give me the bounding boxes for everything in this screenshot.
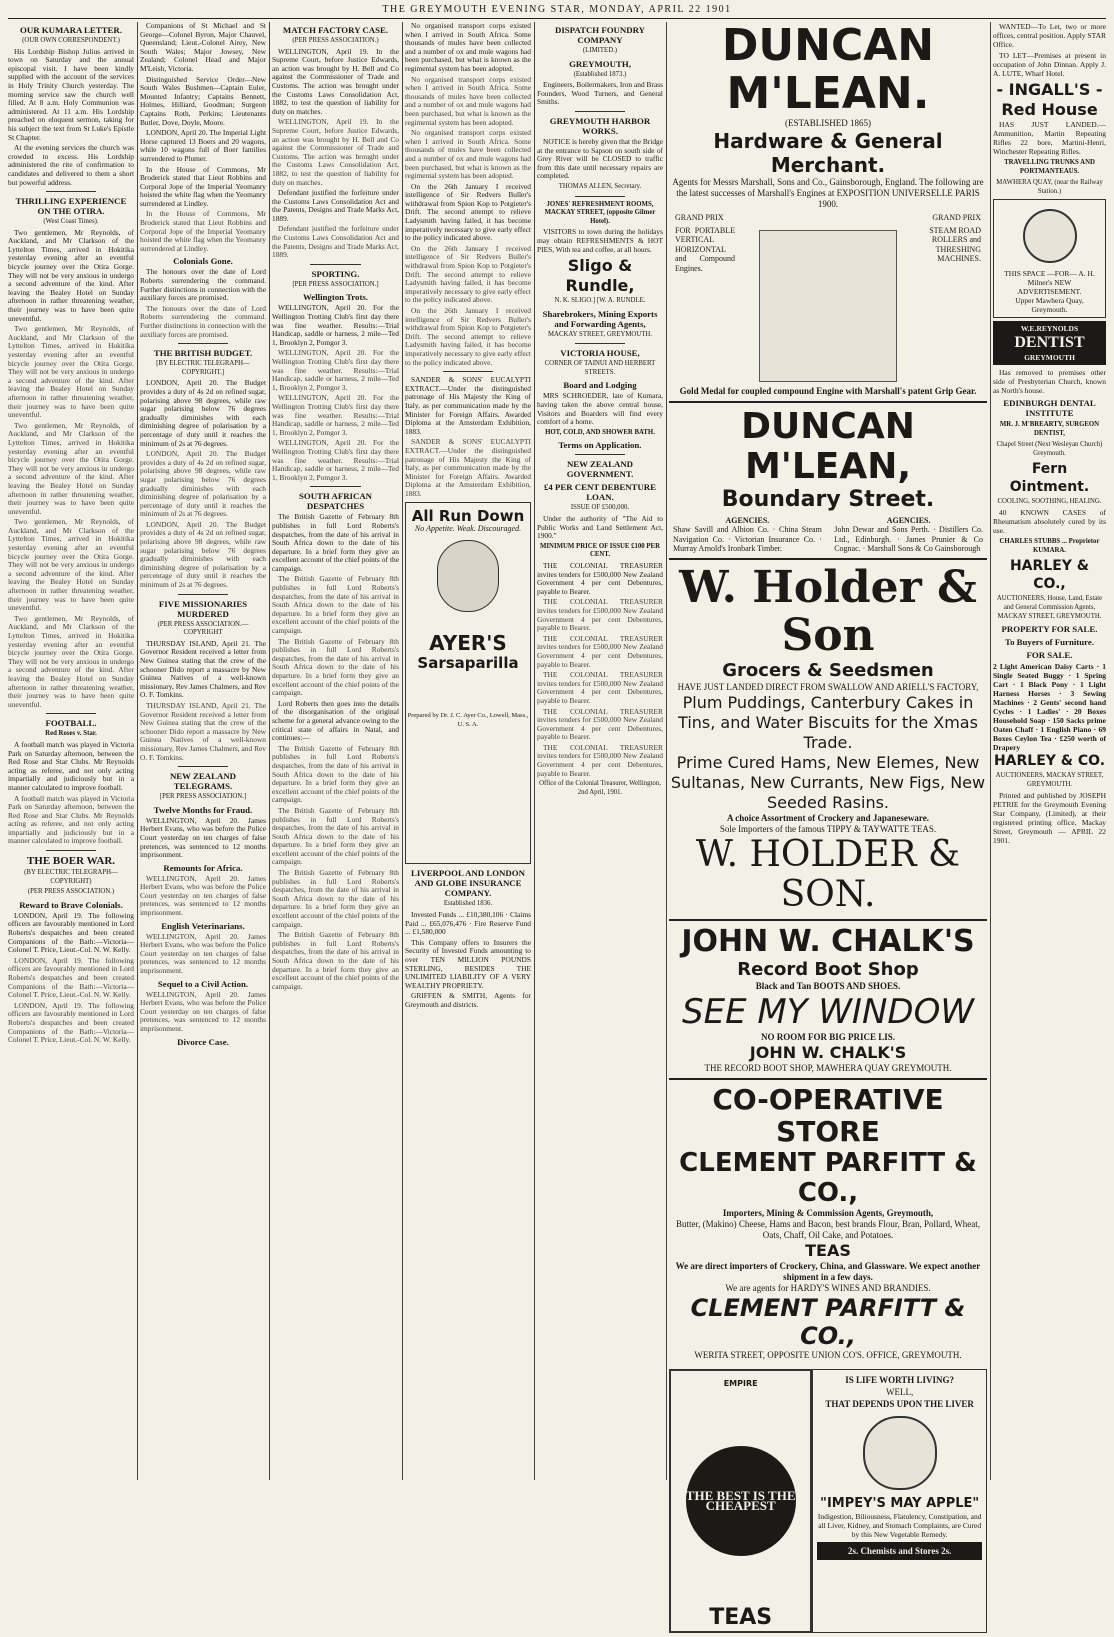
subhead: Sequel to a Civil Action.	[157, 978, 249, 989]
advert-text: Engineers, Boilermakers, Iron and Brass Founders, Wood Turners, and General Smiths.	[537, 80, 663, 107]
advert-text: AUCTIONEERS, House, Land, Estate and General Commission Agents, MACKAY STREET, GREYMOUTH.	[996, 595, 1103, 620]
agencies-right	[834, 516, 983, 554]
advert-text: WANTED—To Let, two or more offices, central position. Apply STAR Office.	[993, 22, 1106, 49]
headline: GREYMOUTH HARBOR WORKS.	[549, 115, 651, 136]
subhead: Divorce Case.	[177, 1036, 229, 1047]
headline: FOOTBALL.	[45, 718, 97, 729]
advert-text: THIS SPACE —FOR— A. H. Milner's NEW ADVERTISEMENT.	[1004, 269, 1095, 296]
advert-agent: GRIFFEN & SMITH, Agents for Greymouth and districts.	[405, 991, 531, 1009]
subhead: FOR SALE.	[1026, 650, 1073, 660]
article-text: The honours over the date of Lord Roberts surrendering the command. Further distinctions in connection with the auxiliary forces are promised.	[140, 303, 266, 339]
byline: Established 1836.	[443, 900, 493, 908]
advert-text: A choice Assortment of Crockery and Japaneseware.	[727, 812, 929, 823]
article-text: The British Gazette of February 8th publishes in full Lord Roberts's despatches, from the date of his arrival in South Africa down to the date of his departure. In a brief form they give an excellent account of the chief points of the campaign.	[272, 574, 399, 636]
article-text: WELLINGTON, April 20. James Herbert Evans, who was before the Police Court yesterday on ten charges of false pretences, was sentenced to 12 months imprisonment.	[140, 989, 266, 1033]
headline: THE BRITISH BUDGET.	[153, 348, 253, 359]
advert-address: MACKAY STREET, GREYMOUTH.	[548, 330, 652, 338]
column-4	[405, 22, 531, 1480]
advert-title: HARLEY & CO.,	[1009, 558, 1090, 592]
advert-title: Hardware & General Merchant.	[713, 129, 943, 177]
subhead: Reward to Brave Colonials.	[19, 899, 123, 910]
advert-title: IS LIFE WORTH LIVING?	[845, 1374, 955, 1385]
advert-text: THAT DEPENDS UPON THE LIVER	[825, 1398, 974, 1409]
article-text: WELLINGTON, April 20. James Herbert Evans, who was before the Police Court yesterday on ten charges of false pretences, was sentenced to 12 months imprisonment.	[140, 815, 266, 860]
subhead: Colonials Gone.	[173, 256, 233, 267]
byline: [PER PRESS ASSOCIATION.]	[159, 793, 247, 801]
empire-teas-advert	[669, 1369, 812, 1633]
article-text: LONDON, April 20. The Budget provides a duty of 4s 2d on refined sugar, polarising above 98 degrees, while raw sugar polarising below 76 degrees gradually diminishes with each diminishing degree of polarisation by a percentage of duty until it reaches the minimum of 2s at 76 degrees.	[140, 519, 266, 590]
article-text: At the evening services the church was crowded to excess. His Lordship administered the rite of confirmation to candidates and delivered to them a short but powerful address.	[8, 143, 134, 187]
article-text: LONDON, April 20. The Budget provides a duty of 4s 2d on refined sugar, polarising above 98 degrees, while raw sugar polarising below 76 degrees gradually diminishes with each diminishing degree of polarisation by a percentage of duty until it reaches the minimum of 2s at 76 degrees.	[140, 449, 266, 519]
article-text: Lord Roberts then goes into the details of the disorganisation of the original scheme for a general advance owing to the critical state of affairs in Natal, and continues:—	[272, 698, 399, 743]
advert-text: Sharebrokers, Mining Exports and Forwarding Agents,	[542, 308, 658, 329]
award-row	[675, 213, 981, 223]
article-text: Defendant justified the forfeiture under the Customs Laws Consolidation Act and the Patents, Designs and Trade Marks Act, 1889.	[272, 224, 399, 260]
impeys-may-apple-advert	[812, 1369, 987, 1633]
advert-subtitle: N. K. SLIGO.] [W. A. RUNDLE.	[554, 297, 646, 305]
advert-address: THE RECORD BOOT SHOP, MAWHERA QUAY GREYMOUTH.	[704, 1062, 952, 1073]
subhead: ISSUE OF £500,000.	[570, 504, 630, 512]
article-text: The British Gazette of February 8th publishes in full Lord Roberts's despatches, from the date of his arrival in South Africa down to the date of his departure. In a brief form they give an excellent account of the chief points of the campaign.	[272, 868, 399, 929]
steam-engine-illustration	[759, 230, 897, 382]
advert-address: CORNER OF TAINUI AND HERBERT STREETS.	[544, 360, 656, 376]
divider	[669, 401, 987, 403]
masthead: THE GREYMOUTH EVENING STAR, MONDAY, APRIL 22 1901	[382, 4, 732, 15]
article-text: No organised transport corps existed when I arrived in South Africa. Some thousands of mules have been collected and a number of ox and mule wagons had been purchased, but what is known as the regimental system has been adopted.	[405, 128, 531, 181]
article-text: WELLINGTON, April 20. For the Wellington Trotting Club's first day there was fine weather. Results:—Trial Handicap, saddle or harness, 2 mile—Ted 1, Brooklyn 2, Pomgor 3.	[272, 348, 399, 392]
signature: THOMAS ALLEN, Secretary.	[558, 182, 642, 190]
column-rule	[402, 22, 403, 1480]
ayers-sarsaparilla-advert	[405, 502, 531, 864]
headline: LIVERPOOL AND LONDON AND GLOBE INSURANCE COMPANY.	[411, 868, 525, 899]
award-label: GRAND PRIX	[675, 213, 724, 222]
agencies-left	[673, 516, 822, 554]
article-text: Defendant justified the forfeiture under the Customs Laws Consolidation Act and the Patents, Designs and Trade Marks Act, 1889.	[272, 188, 399, 223]
article-text: Two gentlemen, Mr Reynolds, of Auckland, and Mr Clarkson of the Lyttelton Times, arrived in Hokitika yesterday evening after an eventful bicycle journey over the Otira Gorge. They will not be very anxious in undergo a second adventure of the kind. After leaving the Bealey Hotel on Sunday afternoon in rather threatening weather, their journey was to have been quite uneventful.	[8, 324, 134, 420]
advert-title: DUNCAN M'LEAN,	[741, 405, 915, 487]
divider	[46, 850, 96, 851]
subhead: To Buyers of Furniture.	[1005, 637, 1094, 647]
advert-text: VISITORS to town during the holidays may obtain REFRESHMENTS & HOT PIES, With tea and coffee, at all hours.	[537, 227, 663, 254]
article-text: On the 26th January I received intelligence of Sir Redvers Buller's withdrawal from Spion Kop to Potgieter's Drift. The second attempt to relieve Ladysmith having failed, it has become imperatively necessary to give early effect to the policy indicated above.	[405, 306, 531, 367]
article-text: The British Gazette of February 8th publishes in full Lord Roberts's despatches, from the date of his arrival in South Africa down to the date of his departure. In a brief form they give an excellent account of the chief points of the campaign.	[272, 512, 399, 573]
advert-title: DENTIST	[1014, 334, 1085, 351]
article-text: Two gentlemen, Mr Reynolds, of Auckland, and Mr Clarkson of the Lyttelton Times, arrived in Hokitika yesterday evening after an eventful bicycle journey over the Otira Gorge. They will not be very anxious in undergo a second adventure of the kind. After leaving the Bealey Hotel on Sunday afternoon in rather threatening weather, their journey was to have been quite uneventful.	[8, 420, 134, 516]
imprint: Printed and published by JOSEPH PETRIE for the Greymouth Evening Star Company, (Limited), at their registered printing office, Mackay Street, Greymouth — APRIL 22 1901.	[993, 791, 1106, 845]
article-text: THURSDAY ISLAND, April 21. The Governor Resident received a letter from New Guinea stating that the crew of the schooner Dido report a massacre by New Guinea Natives of a well-known missionary, Rev James Chalmers, and Rev O. F. Tomkins.	[140, 638, 266, 700]
advert-title: "IMPEY'S MAY APPLE"	[820, 1495, 980, 1511]
article-text: The British Gazette of February 8th publishes in full Lord Roberts's despatches, from the date of his arrival in South Africa down to the date of his departure. In a brief form they give an excellent account of the chief points of the campaign.	[272, 805, 399, 867]
article-text: A football match was played in Victoria Park on Saturday afternoon, between the Red Rose and Star Clubs. Mr Reynolds acting as referee, and not only acting impartially and judiciously but in a manner calculated to improve football.	[8, 793, 134, 846]
advert-text: Has removed to premises other side of Presbyterian Church, known as North's house.	[993, 368, 1106, 395]
advert-title: CO-OPERATIVE STORE	[712, 1082, 944, 1148]
headline: NEW ZEALAND GOVERNMENT.	[566, 459, 634, 480]
article-text: LONDON, April 19. The following officers are favourably mentioned in Lord Roberts's despatches and been created Companions of the Bath:—Victoria—Colonel T. Price, Lieut.-Col. N. W. Kelly.	[8, 1000, 134, 1045]
article-text: Two gentlemen, Mr Reynolds, of Auckland, and Mr Clarkson of the Lyttelton Times, arrived in Hokitika yesterday evening after an eventful bicycle journey over the Otira Gorge. They will not be very anxious in undergo a second adventure of the kind. After leaving the Bealey Hotel on Sunday afternoon in rather threatening weather, their journey was to have been quite uneventful.	[8, 517, 134, 613]
headline: DISPATCH FOUNDRY COMPANY	[554, 25, 646, 45]
advert-title: TEAS	[709, 1605, 773, 1630]
advert-title: DUNCAN M'LEAN.	[721, 20, 935, 119]
advert-text: We are agents for HARDY'S WINES AND BRANDIES.	[725, 1282, 931, 1293]
divider	[669, 919, 987, 921]
advert-text: Black and Tan BOOTS AND SHOES.	[755, 980, 901, 991]
article-text: WELLINGTON, April 19. In the Supreme Court, before Justice Edwards, an action was brought by H. Bell and Co against the Commissioner of Trade and Customs. The action was brought under the Customs Laws Consolidation Act, 1882, to test the question of liability for duty on matches.	[272, 117, 399, 187]
advert-title: - INGALL'S -	[996, 80, 1103, 99]
divider	[310, 264, 361, 265]
advert-title: All Run Down	[411, 507, 525, 526]
column-7	[993, 22, 1106, 1480]
article-text: Distinguished Service Order—New South Wales Bushmen—Captain Euler, Mounted Infantry; Captains Bennett, Holmes, Hilliard, Goodman; Surgeon Captains Roth, Perkins; Lieutenants Butler, Dove, Doyle, Moore.	[140, 74, 266, 127]
advert-subtitle: Record Boot Shop	[737, 958, 919, 980]
agencies	[673, 516, 983, 554]
article-text: On the 26th January I received intelligence of Sir Redvers Buller's withdrawal from Spion Kop to Potgieter's Drift. The second attempt to relieve Ladysmith having failed, it has become imperatively necessary to give early effect to the policy indicated above.	[405, 181, 531, 243]
advert-title: Red House	[1001, 100, 1098, 119]
bottom-adverts	[669, 1365, 987, 1637]
advert-text: Gold Medal for coupled compound Engine with Marshall's patent Grip Gear.	[679, 385, 977, 396]
advert-subtitle: Grocers & Seedsmen	[722, 659, 934, 681]
subhead: English Veterinarians.	[161, 920, 245, 931]
advert-text: Importers, Mining & Commission Agents, Greymouth,	[722, 1207, 934, 1218]
advert-title: W. HOLDER & SON.	[695, 833, 961, 915]
award-label: GRAND PRIX	[932, 213, 981, 222]
agencies-list: John Dewar and Sons Perth. · Distillers Co. Ltd., Edinburgh. · James Prunier & Co Cognac. · Marshall Sons & Co Gainsborough	[834, 525, 983, 553]
headline: MATCH FACTORY CASE.	[282, 25, 389, 35]
byline: (PER PRESS ASSOCIATION.)	[292, 37, 379, 44]
advert-title: W.E.REYNOLDS	[1020, 324, 1079, 333]
notice-text: NOTICE is hereby given that the Bridge at the entrance to Sapson on south side of Grey River will be CLOSED to traffic from this date until necessary repairs are completed.	[537, 136, 663, 181]
advert-title: SEE MY WINDOW	[682, 991, 974, 1032]
engine-types-right: STEAM ROAD ROLLERS and THRESHING MACHINES.	[929, 225, 981, 263]
divider	[310, 486, 361, 487]
notice-text: THE COLONIAL TREASURER invites tenders for £500,000 New Zealand Government 4 per cent Debentures, payable to Bearer.	[537, 670, 663, 705]
article-text: Companions of St Michael and St George—Colonel Byron, Major Chauvel, Queensland; Lieut.-Colonel Airey, New South Wales; Major Jowsey, New Zealand; Colonel Head and Major M'Leish, Victoria.	[140, 21, 266, 73]
advert-title: CLEMENT PARFITT & CO.,	[679, 1147, 977, 1208]
subhead: Remounts for Africa.	[163, 862, 243, 873]
subhead: Twelve Months for Fraud.	[153, 804, 253, 815]
signature: Office of the Colonial Treasurer, Wellington, 2nd April, 1901.	[539, 780, 661, 796]
byline: (PER PRESS ASSOCIATION.—COPYRIGHT	[157, 620, 249, 637]
article-text: THURSDAY ISLAND, April 21. The Governor Resident received a letter from New Guinea stating that the crew of the schooner Dido report a massacre by New Guinea Natives of a well-known missionary, Rev James Chalmers, and Rev O. F. Tomkins.	[140, 700, 266, 762]
article-text: WELLINGTON, April 20. For the Wellington Trotting Club's first day there was fine weather. Results:—Trial Handicap, saddle or harness, 2 mile—Ted 1, Brooklyn 2, Pomgor 3.	[272, 303, 399, 347]
byline: (Established 1873.)	[573, 70, 627, 78]
headline: VICTORIA HOUSE,	[560, 348, 640, 359]
headline: THRILLING EXPERIENCE ON THE OTIRA.	[15, 196, 127, 217]
advert-title: W. Holder & Son	[679, 561, 977, 661]
advert-text: HOT, COLD, AND SHOWER BATH.	[545, 428, 655, 436]
article-text: LONDON, April 20. The Imperial Light Horse captured 13 Boers and 20 wagons, while 10 wagons full of Boer families surrendered to Plumer.	[140, 128, 266, 163]
divider	[575, 111, 625, 112]
divider	[178, 766, 228, 767]
article-text: The British Gazette of February 8th publishes in full Lord Roberts's despatches, from the date of his arrival in South Africa down to the date of his departure. In a brief form they give an excellent account of the chief points of the campaign.	[272, 636, 399, 698]
advert-address: MAWHERA QUAY, (near the Railway Station.)	[996, 179, 1103, 195]
advert-title: JONES' REFRESHMENT ROOMS, MACKAY STREET, (opposite Gilmer Hotel).	[544, 200, 656, 225]
advert-subtitle: No Appetite. Weak. Discouraged.	[414, 524, 522, 534]
subhead: £4 PER CENT DEBENTURE LOAN.	[543, 482, 657, 503]
article-text: In the House of Commons, Mr Broderick stated that Lieut Robbins and Corporal Jope of the Imperial Yeomanry hoisted the white flag when the Yeomanry surrendered at Lindley.	[140, 209, 266, 253]
article-text: The British Gazette of February 8th publishes in full Lord Roberts's despatches, from the date of his arrival in South Africa down to the date of his departure. In a brief form they give an excellent account of the chief points of the campaign.	[272, 743, 399, 805]
column-rule	[137, 22, 138, 1480]
byline: [BY ELECTRIC TELEGRAPH—COPYRIGHT.]	[156, 360, 250, 376]
advert-text: SANDER & SONS' EUCALYPTI EXTRACT.—Under the distinguished patronage of His Majesty the King of Italy, as per communication made by the Minister for Foreign Affairs. Awarded Diploma at the Amsterdam Exhibition, 1883.	[405, 437, 531, 498]
advert-title: CLEMENT PARFITT & CO.,	[690, 1293, 966, 1350]
byline: [PER PRESS ASSOCIATION.]	[292, 280, 379, 288]
divider	[575, 454, 625, 455]
notice-text: THE COLONIAL TREASURER invites tenders for £500,000 New Zealand Government 4 per cent Debentures, payable to Bearer.	[537, 633, 663, 669]
subhead: PROPERTY FOR SALE.	[1001, 624, 1098, 634]
agencies-list: Shaw Savill and Albion Co. · China Steam Navigation Co. · Victorian Insurance Co. · Murray Arnold's Ironbark Timber.	[673, 525, 822, 553]
advert-title: TEAS	[805, 1240, 851, 1260]
column-rule	[269, 22, 270, 1480]
article-text: On the 26th January I received intelligence of Sir Redvers Buller's withdrawal from Spion Kop to Potgieter's Drift. The second attempt to relieve Ladysmith having failed, it has become imperatively necessary to give early effect to the policy indicated above.	[405, 243, 531, 305]
article-text: WELLINGTON, April 20. For the Wellington Trotting Club's first day there was fine weather. Results:—Trial Handicap, saddle or harness, 2 mile—Ted 1, Brooklyn 2, Pomgor 3.	[272, 438, 399, 482]
advert-text: Agents for Messrs Marshall, Sons and Co., Gainsborough, England. The following are the latest successes of Marshall's Engines at EXPOSITION UNIVERSELLE PARIS 1900.	[672, 177, 984, 209]
advert-text: HAS JUST LANDED.—Ammunition, Martin Repeating Rifles 22 bore, Martini-Henri, Winchester Repeating Rifles.	[993, 120, 1106, 156]
advert-text: TRAVELLING TRUNKS AND PORTMANTEAUS.	[1004, 159, 1095, 175]
advert-text: Butter, (Makino) Cheese, Hams and Bacon, best brands Flour, Bran, Pollard, Wheat, Oats, Chaff, Oil Cake, and Potatoes.	[675, 1218, 981, 1240]
article-text: In the House of Commons, Mr Broderick stated that Lieut Robbins and Corporal Jope of the Imperial Yeomanry hoisted the white flag when the Yeomanry surrendered at Lindley.	[140, 164, 266, 208]
advert-title: Fern Ointment.	[1009, 461, 1090, 495]
article-text: WELLINGTON, April 20. James Herbert Evans, who was before the Police Court yesterday on ten charges of false pretences, was sentenced to 12 months imprisonment.	[140, 873, 266, 918]
advert-title: HARLEY & CO.	[993, 753, 1106, 769]
subhead: Board and Lodging	[563, 380, 637, 391]
article-text: His Lordship Bishop Julius arrived in town on Saturday and the annual episcopal visit. I have been kindly supplied with the account of the services in Holy Trinity Church yesterday. The morning service saw the church well filled. At 8 a.m. Holy Communion was administered. At 11 a.m. His Lordship preached on eloquent sermon, taking for his subject the text from St Luke's Epistle St Chapter.	[8, 46, 134, 142]
article-text: No organised transport corps existed when I arrived in South Africa. Some thousands of mules have been collected and a number of ox and mule wagons had been purchased, but what is known as the regimental system has been adopted.	[405, 74, 531, 127]
advert-text: Terms on Application.	[558, 440, 642, 451]
advert-text: TO LET—Premises at present in occupation of John Dinnan. Apply J. A. LUTE, Wharf Hotel.	[993, 51, 1106, 78]
milner-space-advert	[993, 199, 1106, 318]
advert-slogan: THE BEST IS THE CHEAPEST	[686, 1446, 796, 1556]
column-3	[272, 22, 399, 1480]
column-rule	[990, 22, 991, 1480]
headline: FIVE MISSIONARIES MURDERED	[158, 598, 248, 619]
article-text: LONDON, April 20. The Budget provides a duty of 4s 2d on refined sugar, polarising above 98 degrees, while raw sugar polarising below 76 degrees gradually diminishes with each diminishing degree of polarisation by a percentage of duty until it reaches the minimum of 2s at 76 degrees.	[140, 378, 266, 448]
masthead-rule	[8, 18, 1106, 19]
article-text: The honours over the date of Lord Roberts surrendering the command. Further distinctions in connection with the auxiliary forces are promised.	[140, 267, 266, 303]
insurance-funds: Invested Funds ... £10,380,106 · Claims Paid ... £65,076,476 · Fire Reserve Fund ... £1,580,000	[405, 910, 531, 937]
advert-text: We are direct importers of Crockery, China, and Glassware. We expect another shipment in a few days.	[675, 1260, 981, 1282]
column-rule	[534, 22, 535, 1480]
notice-text: Under the authority of "The Aid to Public Works and Land Settlement Act, 1900."	[537, 514, 663, 541]
divider	[575, 343, 625, 344]
article-text: No organised transport corps existed when I arrived in South Africa. Some thousands of mules have been collected and a number of ox and mule wagons had been purchased, but what is known as the regimental system has been adopted.	[405, 21, 531, 73]
divider	[46, 191, 96, 192]
divider	[669, 558, 987, 560]
column-2	[140, 22, 266, 1480]
subhead: Red Roses v. Star.	[45, 730, 97, 738]
byline: (West Coast Times).	[43, 218, 99, 226]
advert-subtitle: COOLING, SOOTHING, HEALING.	[997, 498, 1102, 505]
advert-text: CHARLES STUBBS ... Proprietor KUMARA.	[999, 538, 1100, 554]
article-text: WELLINGTON, April 19. In the Supreme Court, before Justice Edwards, an action was brought by H. Bell and Co against the Commissioner of Trade and Customs. The action was brought under the Customs Laws Consolidation Act, 1882, to test the question of liability for duty on matches.	[272, 46, 399, 116]
divider	[669, 1078, 987, 1080]
notice-text: THE COLONIAL TREASURER invites tenders for £500,000 New Zealand Government 4 per cent Debentures, payable to Bearer.	[537, 597, 663, 633]
headline: NEW ZEALAND TELEGRAMS.	[169, 771, 237, 792]
column-rule	[666, 22, 667, 1480]
byline: (BY ELECTRIC TELEGRAPH—COPYRIGHT)	[24, 869, 118, 885]
article-text: LONDON, April 19. The following officers are favourably mentioned in Lord Roberts's despatches and been created Companions of the Bath:—Victoria—Colonel T. Price, Lieut.-Col. N. W. Kelly.	[8, 910, 134, 955]
article-text: Two gentlemen, Mr Reynolds, of Auckland, and Mr Clarkson of the Lyttelton Times, arrived in Hokitika yesterday evening after an eventful bicycle journey over the Otira Gorge. They will not be very anxious in undergo a second adventure of the kind. After leaving the Bealey Hotel on Sunday afternoon in rather threatening weather, their journey was to have been quite uneventful.	[8, 613, 134, 709]
headline: SPORTING.	[311, 268, 360, 279]
advert-address: Upper Mawhera Quay, Greymouth.	[1015, 296, 1084, 314]
advert-subtitle: GREYMOUTH	[1024, 353, 1075, 362]
advert-column	[669, 20, 987, 1630]
advert-text: Plum Puddings, Canterbury Cakes in Tins, and Water Biscuits for the Xmas Trade.	[678, 692, 978, 752]
advert-text: Sole Importers of the famous TIPPY & TAYWATTE TEAS.	[719, 823, 937, 834]
sale-list: 2 Light American Daisy Carts · 1 Single Seated Buggy · 1 Spring Cart · 1 Black Pony · 1 Light Harness Horses · 3 Sewing Machines · 2 Gents' second hand Cycles · 1 Ladies' · 20 Boxes Household Soap · 150 Sacks prime Oaten Chaff · 1 English Piano · 69 Boxes Ceylon Tea · £250 worth of Drapery	[993, 662, 1106, 752]
advert-text: NO ROOM FOR BIG PRICE LIS.	[760, 1031, 895, 1042]
headline: THE BOER WAR.	[26, 855, 116, 868]
headline: EDINBURGH DENTAL INSTITUTE	[1003, 398, 1096, 418]
advert-title: JOHN W. CHALK'S	[681, 923, 975, 959]
advert-title: Sligo & Rundle,	[565, 256, 635, 296]
clock-illustration	[863, 1416, 937, 1490]
clock-illustration	[1023, 209, 1077, 263]
headline: OUR KUMARA LETTER.	[20, 25, 122, 35]
byline: (LIMITED.)	[582, 47, 618, 54]
advert-address: WERITA STREET, OPPOSITE UNION CO'S. OFFICE, GREYMOUTH.	[694, 1349, 962, 1360]
article-text: WELLINGTON, April 20. James Herbert Evans, who was before the Police Court yesterday on ten charges of false pretences, was sentenced to 12 months imprisonment.	[140, 931, 266, 976]
engine-row	[675, 226, 981, 386]
advert-title: EMPIRE	[723, 1378, 758, 1388]
advert-price: 2s. Chemists and Stores 2s.	[817, 1542, 982, 1560]
column-5	[537, 22, 663, 1480]
advert-text: 40 KNOWN CASES of Rheumatism absolutely cured by its use.	[993, 508, 1106, 535]
divider	[575, 196, 625, 197]
subhead: MR. J. M'BREARTY, SURGEON DENTIST,	[999, 421, 1100, 437]
advert-text: WELL,	[886, 1386, 914, 1397]
divider	[443, 371, 493, 372]
advert-footer: Prepared by Dr. J. C. Ayer Co., Lowell, Mass., U. S. A.	[407, 712, 529, 728]
advert-text: Indigestion, Biliousness, Flatulency, Constipation, and all Liver, Kidney, and Stomach Complaints, are Cured by this New Vegetable Remedy.	[817, 1511, 982, 1539]
advert-brand: AYER'S	[429, 631, 507, 656]
advert-address: AUCTIONEERS, MACKAY STREET, GREYMOUTH.	[995, 772, 1104, 788]
subhead: GREYMOUTH,	[569, 58, 631, 69]
column-1	[8, 22, 134, 1480]
byline: (OUR OWN CORRESPONDENT.)	[22, 37, 120, 44]
divider	[178, 343, 228, 344]
advert-text: HAVE JUST LANDED DIRECT FROM SWALLOW AND ARIELL'S FACTORY,	[677, 681, 979, 692]
advert-text: SANDER & SONS' EUCALYPTI EXTRACT.—Under the distinguished patronage of His Majesty the King of Italy, as per communication made by the Minister for Foreign Affairs. Awarded Diploma at the Amsterdam Exhibition, 1883.	[405, 375, 531, 436]
notice-text: THE COLONIAL TREASURER invites tenders for £500,000 New Zealand Government 4 per cent Debentures, payable to Bearer.	[537, 706, 663, 742]
article-text: WELLINGTON, April 20. For the Wellington Trotting Club's first day there was fine weather. Results:—Trial Handicap, saddle or harness, 2 mile—Ted 1, Brooklyn 2, Pomgor 3.	[272, 393, 399, 437]
divider	[46, 713, 96, 714]
article-text: The British Gazette of February 8th publishes in full Lord Roberts's despatches, from the date of his arrival in South Africa down to the date of his departure. In a brief form they give an excellent account of the chief points of the campaign.	[272, 930, 399, 991]
agencies-heading: AGENCIES.	[725, 515, 770, 525]
dentist-advert	[993, 321, 1106, 365]
article-text: Two gentlemen, Mr Reynolds, of Auckland, and Mr Clarkson of the Lyttelton Times, arrived in Hokitika yesterday evening after an eventful bicycle journey over the Otira Gorge. They will not be very anxious in undergo a second adventure of the kind. After leaving the Bealey Hotel on Sunday afternoon in rather threatening weather, their journey was to have been quite uneventful.	[8, 227, 134, 323]
advert-text: MRS SCHROEDER, late of Kumara, having taken the above central house, Visitors and Boarders will find every comfort of a home.	[537, 391, 663, 427]
advert-address: Chapel Street (Next Wesleyan Church) Greymouth.	[996, 441, 1103, 457]
notice-text: MINIMUM PRICE OF ISSUE £100 PER CENT.	[539, 542, 661, 559]
divider	[178, 594, 228, 595]
advert-subtitle: (ESTABLISHED 1865)	[784, 118, 872, 128]
byline: (PER PRESS ASSOCIATION.)	[27, 888, 115, 896]
advert-title: JOHN W. CHALK'S	[749, 1042, 907, 1062]
advert-subtitle: Boundary Street.	[721, 486, 935, 512]
article-text: This Company offers to Insurers the Security of Invested Funds amounting to over TEN MILLION POUNDS STERLING, BESIDES THE UNLIMITED LIABILITY OF A VERY WEALTHY PROPRIETY.	[405, 937, 531, 990]
advert-product: Sarsaparilla	[417, 654, 519, 673]
article-text: LONDON, April 19. The following officers are favourably mentioned in Lord Roberts's despatches and been created Companions of the Bath:—Victoria—Colonel T. Price, Lieut.-Col. N. W. Kelly.	[8, 955, 134, 1000]
notice-text: THE COLONIAL TREASURER invites tenders for £500,000 New Zealand Government 4 per cent Debentures, payable to Bearer.	[537, 561, 663, 596]
notice-text: THE COLONIAL TREASURER invites tenders for £500,000 New Zealand Government 4 per cent Debentures, payable to Bearer.	[537, 742, 663, 778]
portrait-illustration	[437, 540, 499, 612]
article-text: A football match was played in Victoria Park on Saturday afternoon, between the Red Rose and Star Clubs. Mr Reynolds acting as referee, and not only acting impartially and judiciously but in a manner calculated to improve football.	[8, 739, 134, 792]
headline: SOUTH AFRICAN DESPATCHES	[298, 491, 373, 512]
advert-text: Prime Cured Hams, New Elemes, New Sultanas, New Currants, New Figs, New Seeded Rasins.	[670, 752, 986, 812]
agencies-heading: AGENCIES.	[886, 515, 931, 525]
engine-types-left: FOR PORTABLE VERTICAL HORIZONTAL and Compound Engines.	[675, 225, 735, 273]
subhead: Wellington Trots.	[302, 292, 368, 303]
